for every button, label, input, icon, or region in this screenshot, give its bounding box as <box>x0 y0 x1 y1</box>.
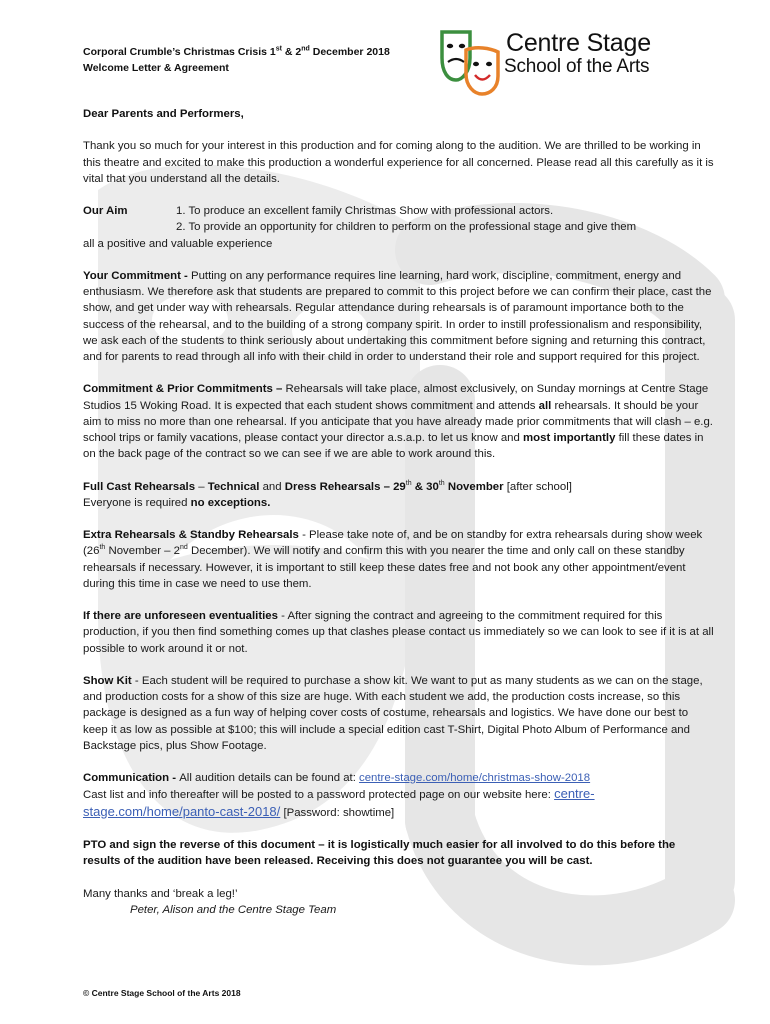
document-header <box>83 44 390 76</box>
aim-section <box>83 203 715 252</box>
show-kit-heading: Show Kit <box>83 674 132 687</box>
logo-subtitle: School of the Arts <box>504 56 650 77</box>
centre-stage-logo <box>440 28 690 98</box>
communication-heading: Communication - <box>83 772 180 785</box>
aim-point-2: 2. To provide an opportunity for children to perform on the professional stage and give them <box>176 221 637 234</box>
unforeseen-heading: If there are unforeseen eventualities <box>83 610 278 623</box>
signature-line: Peter, Alison and the Centre Stage Team <box>130 903 337 916</box>
aim-point-1: 1. To produce an excellent family Christmas Show with professional actors. <box>176 205 554 218</box>
christmas-show-link[interactable]: centre-stage.com/home/christmas-show-2018 <box>359 772 591 785</box>
theatre-masks-icon <box>440 28 508 96</box>
full-cast-section: Full Cast Rehearsals – Technical and Dress Rehearsals – 29th & 30th November [after school] Everyone is required no exceptions. <box>83 479 572 509</box>
header-subtitle: Welcome Letter & Agreement <box>83 62 229 74</box>
logo-name: Centre Stage <box>506 29 651 57</box>
closing <box>83 886 715 918</box>
closing-line: Many thanks and ‘break a leg!’ <box>83 887 238 900</box>
letter-body <box>83 106 715 918</box>
full-cast-heading: Full Cast Rehearsals <box>83 480 196 493</box>
extra-heading: Extra Rehearsals & Standby Rehearsals <box>83 529 299 542</box>
unforeseen-section: If there are unforeseen eventualities - After signing the contract and agreeing to the commitment required for this production, if you then find something comes up that clashes please contact us immediately so we can look to see if it is at all possible to work around it or not. <box>83 610 714 655</box>
panto-cast-link[interactable]: centre-stage.com/home/panto-cast-2018/ <box>83 786 595 819</box>
intro-paragraph: Thank you so much for your interest in this production and for coming along to the audition. We are thrilled to be working in this theatre and excited to make this production a wonderful experience for all concerned. Please read all this carefully as it is vital that you understand all the details. <box>83 140 714 185</box>
prior-heading: Commitment & Prior Commitments – <box>83 383 286 396</box>
communication-section: Communication - All audition details can be found at: centre-stage.com/home/christmas-show-2018 Cast list and info thereafter will be posted to a password protected page on our website here: centre-stage.com/home/panto-cast-2018/ [Password: showtime] <box>83 772 595 819</box>
show-kit-section: Show Kit - Each student will be required to purchase a show kit. We want to put as many students as we can on the stage, and production costs for a show of this size are huge. With each student we add, the production costs increase, so this package is designed as a fun way of helping cover costs of costume, rehearsals and logistics. We have done our best to keep it as low as possible at $100; this will include a special edition cast T-Shirt, Digital Photo Album of Performance and Backstage pics, plus Show Footage. <box>83 674 703 752</box>
aim-point-2-cont: all a positive and valuable experience <box>83 237 273 250</box>
extra-rehearsals-section: Extra Rehearsals & Standby Rehearsals - Please take note of, and be on standby for extra rehearsals during show week (26th November – 2nd December). We will notify and confirm this with you nearer the time and only call on these standby rehearsals if necessary. However, it is important to still keep these dates free and not book any other appointment/event during this time in case we need to use them. <box>83 529 703 590</box>
header-title: Corporal Crumble’s Christmas Crisis 1st & 2nd December 2018 <box>83 45 390 58</box>
aim-heading: Our Aim <box>83 205 128 218</box>
commitment-section: Your Commitment - Putting on any performance requires line learning, hard work, discipline, commitment, energy and enthusiasm. We therefore ask that students are prepared to commit to this project before we can confirm their place, cast the show, and get under way with rehearsals. Regular attendance during rehearsals is of paramount importance both to the success of the rehearsal, and to the building of a strong company spirit. In order to instill professionalism and responsibility, we ask each of the students to think seriously about undertaking this commitment before signing and returning this contract, and for parents to read through all info with their child in order to understand their role and support required for this project. <box>83 269 712 363</box>
commitment-heading: Your Commitment - <box>83 269 191 282</box>
pto-notice: PTO and sign the reverse of this document – it is logistically much easier for all involved to do this before the results of the audition have been released. Receiving this does not guarantee you will be cast. <box>83 838 676 868</box>
prior-commitments-section: Commitment & Prior Commitments – Rehearsals will take place, almost exclusively, on Sunday mornings at Centre Stage Studios 15 Woking Road. It is expected that each student shows commitment and attends all rehearsals. It should be your aim to miss no more than one rehearsal. If you anticipate that you have already made prior commitments that will clash – e.g. school trips or family vacations, please contact your director a.s.a.p. to let us know and most importantly fill these dates in on the back page of the contract so we can see if we are able to work around this. <box>83 383 713 461</box>
copyright-footer: © Centre Stage School of the Arts 2018 <box>83 988 241 998</box>
salutation: Dear Parents and Performers, <box>83 108 244 120</box>
